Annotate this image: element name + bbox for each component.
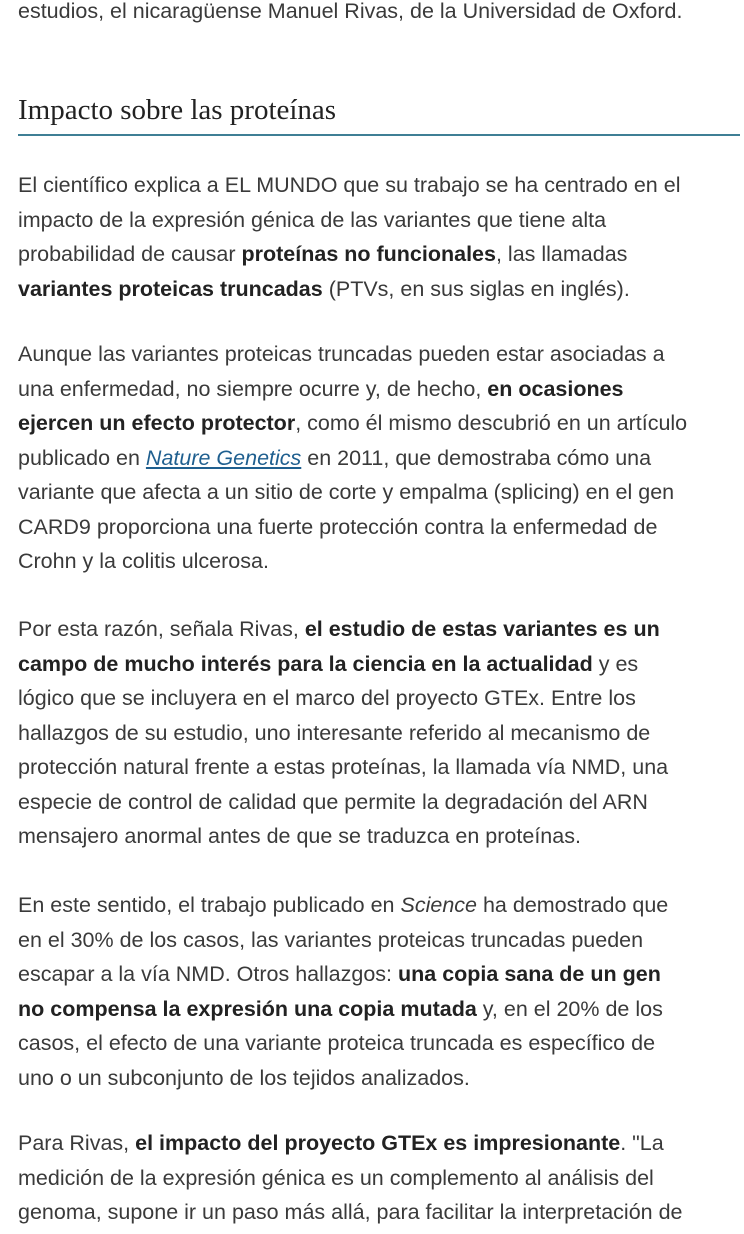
- text-line: CARD9 proporciona una fuerte protección contra la enfermedad de: [18, 514, 658, 539]
- text-run: Para Rivas,: [18, 1131, 136, 1155]
- bold-phrase: variantes proteicas truncadas: [18, 276, 323, 301]
- text-line: [18, 406, 687, 441]
- text-line: [18, 957, 668, 992]
- text-run: , como él mismo descubrió en un artículo: [295, 411, 688, 435]
- text-line: especie de control de calidad que permite la degradación del ARN: [18, 789, 648, 814]
- bold-phrase: campo de mucho interés para la ciencia en la actualidad: [18, 651, 593, 676]
- nature-genetics-link[interactable]: Nature Genetics: [145, 445, 302, 470]
- paragraph-5: [18, 1126, 683, 1230]
- text-line: medición de la expresión génica es un complemento al análisis del: [18, 1165, 654, 1190]
- text-line: en el 30% de los casos, las variantes proteicas truncadas pueden: [18, 927, 644, 952]
- text-line: variante que afecta a un sitio de corte y empalma (splicing) en el gen: [18, 480, 675, 504]
- text-line: [18, 372, 687, 407]
- text-line: casos, el efecto de una variante proteica truncada es específico de: [18, 1031, 656, 1055]
- text-line: impacto de la expresión génica de las variantes que tiene alta: [18, 207, 607, 232]
- section-heading: [18, 92, 740, 136]
- text-run: (PTVs, en sus siglas en inglés).: [322, 276, 630, 301]
- text-line: [18, 992, 668, 1027]
- text-line: Crohn y la colitis ulcerosa.: [18, 549, 269, 573]
- bold-phrase: ejercen un efecto protector: [18, 411, 296, 435]
- section-title: Impacto sobre las proteínas: [18, 94, 337, 126]
- text-run: , las llamadas: [495, 242, 628, 266]
- paragraph-3: [18, 612, 668, 854]
- previous-paragraph-tail: [18, 0, 682, 29]
- text-line: [18, 441, 687, 476]
- bold-phrase: el impacto del proyecto GTEx es impresionante: [135, 1131, 621, 1155]
- text-run: . "La: [620, 1131, 664, 1155]
- text-run: En este sentido, el trabajo publicado en: [18, 893, 401, 917]
- text-run: publicado en: [18, 445, 146, 470]
- text-line: [18, 647, 668, 682]
- text-line: uno o un subconjunto de los tejidos analizados.: [18, 1065, 470, 1090]
- text-line: [18, 612, 668, 647]
- bold-phrase: no compensa la expresión una copia mutada: [18, 996, 477, 1021]
- bold-phrase: proteínas no funcionales: [241, 242, 496, 266]
- text-line: lógico que se incluyera en el marco del proyecto GTEx. Entre los: [18, 686, 636, 710]
- text-line: [18, 237, 680, 272]
- paragraph-2: [18, 337, 687, 579]
- text-line: [18, 1126, 683, 1161]
- text-run: y, en el 20% de los: [476, 996, 663, 1021]
- italic-phrase: Science: [400, 893, 477, 917]
- bold-phrase: una copia sana de un gen: [398, 962, 661, 986]
- text-run: Por esta razón, señala Rivas,: [18, 617, 305, 641]
- bold-phrase: el estudio de estas variantes es un: [304, 617, 660, 641]
- text-run: ha demostrado que: [477, 893, 669, 917]
- text-line: hallazgos de su estudio, uno interesante referido al mecanismo de: [18, 720, 651, 745]
- text-run: y es: [592, 651, 639, 676]
- paragraph-1: [18, 168, 680, 306]
- bold-phrase: en ocasiones: [487, 376, 624, 401]
- text-line: estudios, el nicaragüense Manuel Rivas, de la Universidad de Oxford.: [18, 0, 683, 23]
- text-run: en 2011, que demostraba cómo una: [301, 445, 652, 470]
- text-line: El científico explica a EL MUNDO que su trabajo se ha centrado en el: [18, 173, 681, 197]
- text-line: [18, 272, 680, 307]
- text-line: genoma, supone ir un paso más allá, para facilitar la interpretación de: [18, 1200, 683, 1224]
- text-line: mensajero anormal antes de que se traduzca en proteínas.: [18, 824, 581, 848]
- text-line: Aunque las variantes proteicas truncadas pueden estar asociadas a: [18, 342, 665, 366]
- text-run: escapar a la vía NMD. Otros hallazgos:: [18, 962, 398, 986]
- paragraph-4: [18, 888, 668, 1095]
- text-run: probabilidad de causar: [18, 242, 242, 266]
- text-line: protección natural frente a estas proteínas, la llamada vía NMD, una: [18, 755, 669, 779]
- text-line: [18, 888, 668, 923]
- text-run: una enfermedad, no siempre ocurre y, de hecho,: [18, 376, 488, 401]
